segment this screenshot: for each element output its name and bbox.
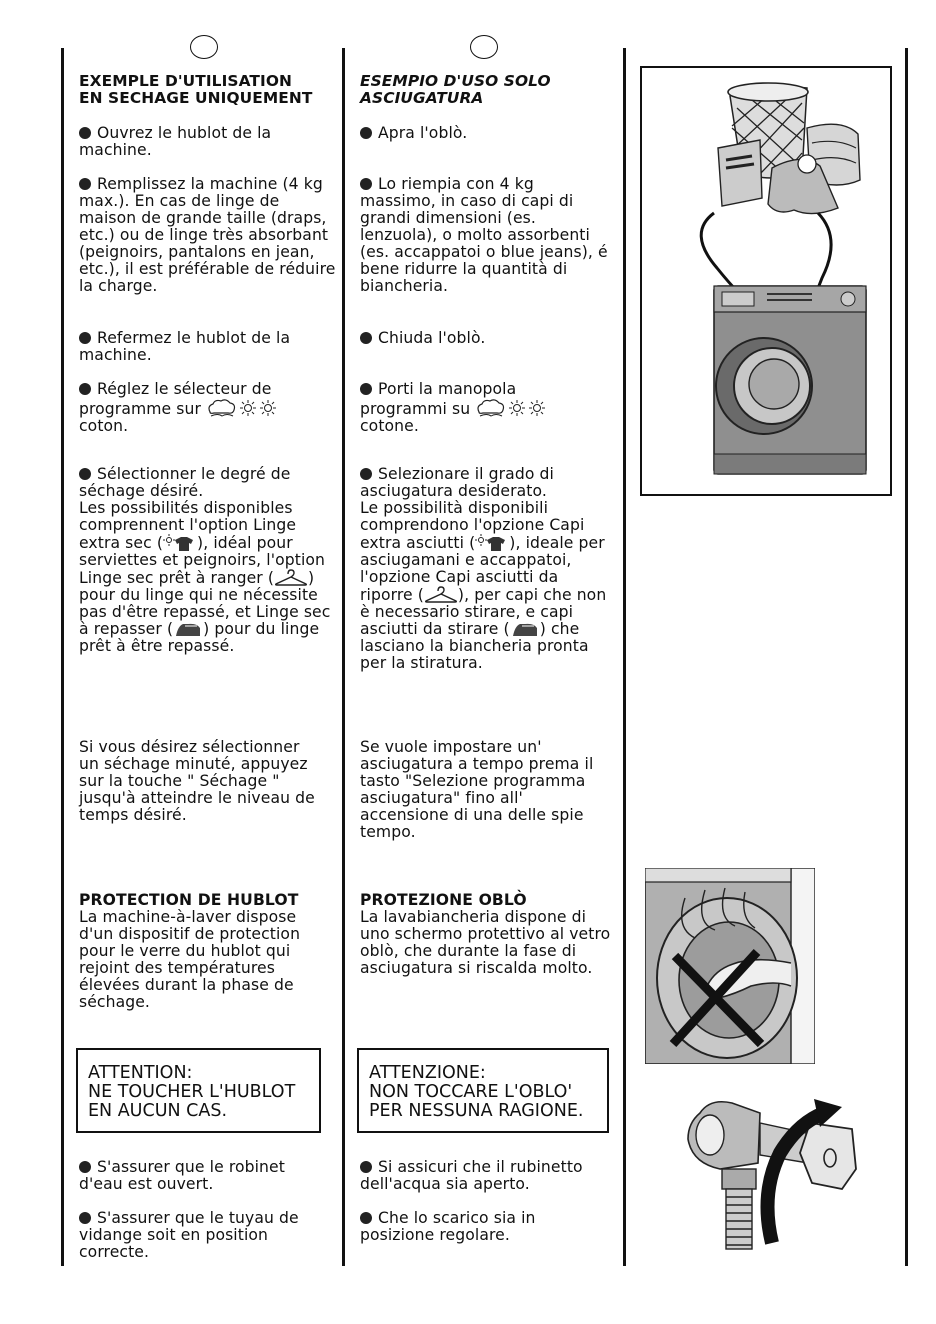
warning-cross-icon [645,868,815,1064]
it-check-tap [360,1159,600,1193]
fr-step-selector [79,381,309,435]
fr-step-text: ) pour du linge qui ne nécessite pas d'être repassé, et Linge sec à repasser ( [79,569,331,638]
extra-dry-icon [475,534,509,552]
bullet [79,127,91,139]
fr-protection-title: PROTECTION DE HUBLOT [79,891,299,909]
fr-warning-line: ATTENTION: [88,1063,193,1083]
fr-step-text: Sélectionner le degré de séchage désiré. [79,465,291,500]
fr-check-text: S'assurer que le tuyau de vidange soit en position correcte. [79,1209,299,1261]
fr-step-text: Remplissez la machine (4 kg max.). En cas de linge de maison de grande taille (draps, etc.) ou de linge très absorbant (peignoirs, pantalons en jean, etc.), il est préférable de réduire la charge. [79,175,336,295]
language-marker-it [470,35,498,59]
bullet [360,1161,372,1173]
it-step-text: Le possibilità disponibili comprendono l'opzione Capi extra asciutti ( [360,499,585,552]
fr-protection-text: La machine-à-laver dispose d'un dispositif de protection pour le verre du hublot qui rejoint des températures élevées durant la phase de séchage. [79,908,301,1011]
fr-step-text: ), idéal pour serviettes et peignoirs, l'option Linge sec prêt à ranger ( [79,534,326,587]
fr-step-text: Réglez le sélecteur de programme sur [79,380,272,418]
bullet [360,468,372,480]
it-step-text: ), per capi che non è necessario stirare, e capi asciutti da stirare ( [360,586,607,638]
it-check-drain [360,1210,580,1244]
fr-warning-line: NE TOUCHER L'HUBLOT [88,1082,296,1102]
it-check-text: Si assicuri che il rubinetto dell'acqua sia aperto. [360,1158,583,1193]
bullet [79,1161,91,1173]
fr-check-text: S'assurer que le robinet d'eau est ouvert. [79,1158,285,1193]
column-divider-mid [342,48,345,1266]
water-tap-illustration [680,1093,860,1253]
fr-check-drain [79,1210,324,1261]
bullet [360,332,372,344]
bullet [79,178,91,190]
fr-warning-box [76,1048,321,1133]
hanger-icon [424,586,458,604]
fr-step-open-door [79,125,319,159]
it-step-open-door [360,125,622,142]
it-timed-drying: Se vuole impostare un' asciugatura a tempo prema il tasto "Selezione programma asciugatura" fino all' accensione di una delle spie tempo. [360,738,594,841]
column-divider-left [61,48,64,1266]
it-step-fill [360,176,610,295]
fr-heading: EXEMPLE D'UTILISATION EN SECHAGE UNIQUEMENT [79,72,313,107]
iron-icon [173,622,203,638]
fr-step-text: Ouvrez le hublot de la machine. [79,124,272,159]
fr-step-text: coton. [79,417,129,435]
fr-step-fill [79,176,341,295]
bullet [360,383,372,395]
it-protection-title: PROTEZIONE OBLÒ [360,891,527,909]
it-step-text: Chiuda l'oblò. [378,329,486,347]
it-step-text: Selezionare il grado di asciugatura desiderato. [360,465,554,500]
it-step-text: ) che lasciano la biancheria pronta per la stiratura. [360,620,589,672]
fr-step-text: Les possibilités disponibles comprennent l'option Linge extra sec ( [79,499,297,552]
it-warning-box [357,1048,609,1133]
fr-check-tap [79,1159,319,1193]
it-step-text: ), ideale per asciugamani e accappatoi, l'opzione Capi asciutti da riporre ( [360,534,605,604]
fr-step-dry-level [79,466,341,655]
fr-timed-drying: Si vous désirez sélectionner un séchage minuté, appuyez sur la touche " Séchage " jusqu'à atteindre le niveau de temps désiré. [79,738,315,824]
fr-door-protection [79,892,341,1011]
fr-step-close-door [79,330,319,364]
bullet [360,178,372,190]
washing-machine-icon [642,68,889,493]
cotton-dry-icon [475,398,549,418]
language-marker-fr [190,35,218,59]
it-step-text: Porti la manopola programmi su [360,380,517,418]
fr-warning-line: EN AUCUN CAS. [88,1101,228,1121]
it-step-selector [360,381,575,435]
bullet [79,332,91,344]
bullet [360,127,372,139]
water-tap-icon [680,1093,860,1253]
it-warning-line: ATTENZIONE: [369,1063,486,1083]
bullet [79,468,91,480]
extra-dry-icon [163,534,197,552]
it-step-close-door [360,330,622,347]
laundry-loading-illustration [640,66,892,496]
bullet [79,383,91,395]
it-step-text: Lo riempia con 4 kg massimo, in caso di capi di grandi dimensioni (es. lenzuola), o molto assorbenti (es. accappatoi o blue jeans), é bene ridurre la quantità di biancheria. [360,175,608,295]
bullet [360,1212,372,1224]
it-warning-line: NON TOCCARE L'OBLO' [369,1082,573,1102]
it-check-text: Che lo scarico sia in posizione regolare. [360,1209,536,1244]
it-step-dry-level [360,466,610,672]
iron-icon [510,622,540,638]
it-warning-line: PER NESSUNA RAGIONE. [369,1101,584,1121]
it-protection-text: La lavabiancheria dispone di uno schermo protettivo al vetro oblò, che durante la fase di asciugatura si riscalda molto. [360,908,611,977]
fr-step-text: ) pour du linge prêt à être repassé. [79,620,320,655]
it-step-text: Apra l'oblò. [378,124,468,142]
cotton-dry-icon [206,398,280,418]
it-step-text: cotone. [360,417,419,435]
it-heading: ESEMPIO D'USO SOLO ASCIUGATURA [360,72,551,107]
bullet [79,1212,91,1224]
fr-step-text: Refermez le hublot de la machine. [79,329,291,364]
hanger-icon [274,569,308,587]
column-divider-edge [905,48,908,1266]
it-door-protection [360,892,622,977]
do-not-touch-door-illustration [645,868,815,1064]
column-divider-right [623,48,626,1266]
